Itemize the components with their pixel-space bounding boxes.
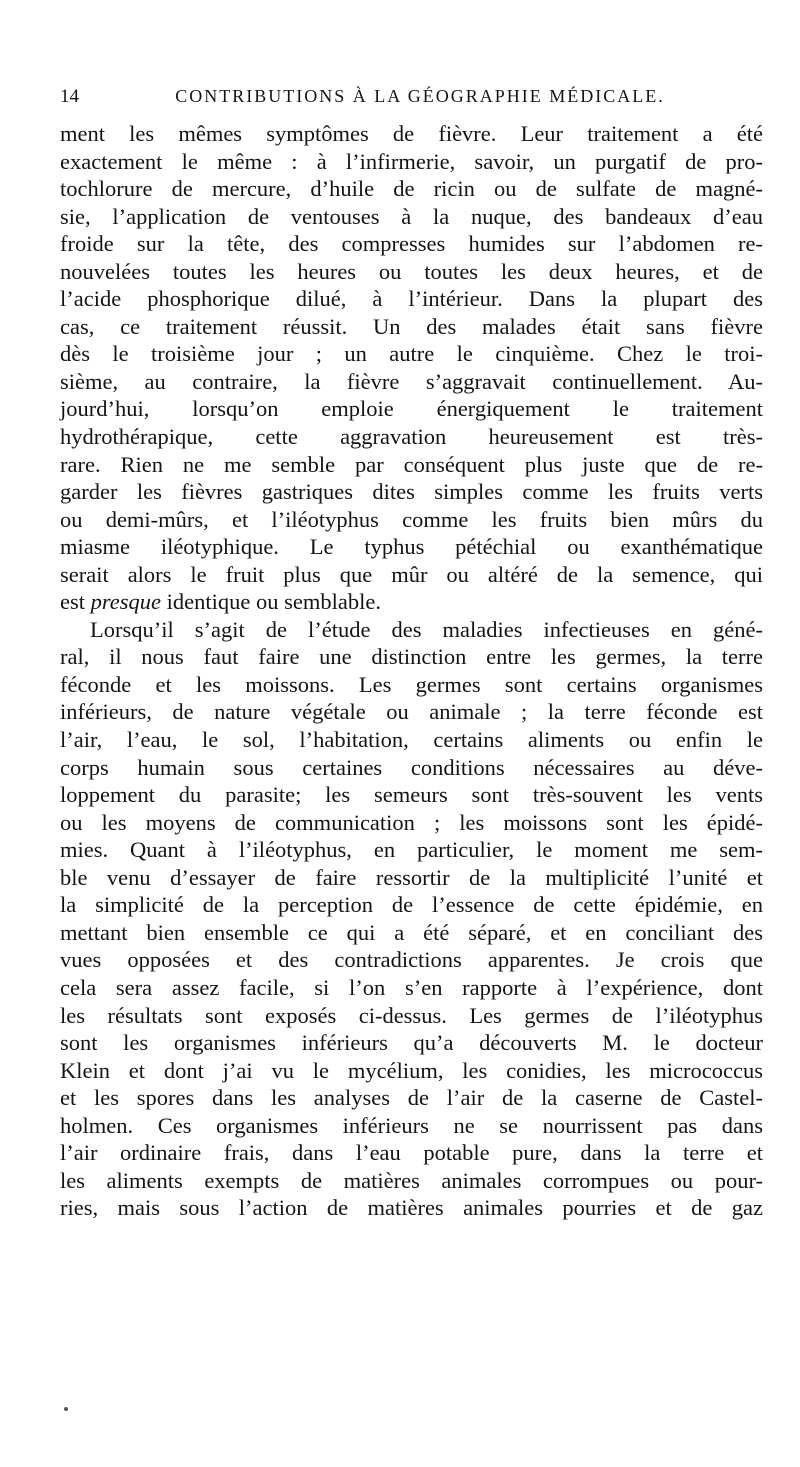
page-number: 14 bbox=[60, 86, 79, 107]
text-line: sie, l’application de ventouses à la nuque, des bandeaux d’eau bbox=[60, 203, 763, 229]
text-line: loppement du parasite; les semeurs sont très-souvent les vents bbox=[60, 782, 763, 808]
paragraph-1 bbox=[60, 120, 763, 616]
paragraph-2 bbox=[60, 616, 763, 1222]
text-line: vues opposées et des contradictions apparentes. Je crois que bbox=[60, 947, 763, 973]
text-line: hydrothérapique, cette aggravation heureusement est très- bbox=[60, 424, 763, 450]
text-line: ral, il nous faut faire une distinction entre les germes, la terre bbox=[60, 644, 763, 670]
text-line: jourd’hui, lorsqu’on emploie énergiquement le traitement bbox=[60, 396, 763, 422]
text-line: ou demi-mûrs, et l’iléotyphus comme les fruits bien mûrs du bbox=[60, 506, 763, 532]
text-line: dès le troisième jour ; un autre le cinquième. Chez le troi- bbox=[60, 341, 763, 367]
text-line: cas, ce traitement réussit. Un des malades était sans fièvre bbox=[60, 313, 763, 339]
text-line: les aliments exempts de matières animales corrompues ou pour- bbox=[60, 1167, 763, 1193]
text-line: corps humain sous certaines conditions nécessaires au déve- bbox=[60, 754, 763, 780]
text-line: nouvelées toutes les heures ou toutes les deux heures, et de bbox=[60, 258, 763, 284]
text-line: inférieurs, de nature végétale ou animale ; la terre féconde est bbox=[60, 699, 763, 725]
text-line: l’air, l’eau, le sol, l’habitation, certains aliments ou enfin le bbox=[60, 727, 763, 753]
text-line: garder les fièvres gastriques dites simples comme les fruits verts bbox=[60, 479, 763, 505]
text-line: Lorsqu’il s’agit de l’étude des maladies infectieuses en géné- bbox=[90, 616, 763, 642]
text-fragment: est bbox=[60, 589, 91, 615]
emphasized-word: presque bbox=[90, 589, 162, 615]
text-line: miasme iléotyphique. Le typhus pétéchial ou exanthématique bbox=[60, 534, 763, 560]
text-line: Klein et dont j’ai vu le mycélium, les conidies, les micrococcus bbox=[60, 1057, 763, 1083]
text-line: serait alors le fruit plus que mûr ou altéré de la semence, qui bbox=[60, 561, 763, 587]
text-fragment: identique ou semblable. bbox=[161, 589, 381, 615]
text-line: les résultats sont exposés ci-dessus. Les germes de l’iléotyphus bbox=[60, 1002, 763, 1028]
text-line: tochlorure de mercure, d’huile de ricin ou de sulfate de magné- bbox=[60, 176, 763, 202]
text-line: ries, mais sous l’action de matières animales pourries et de gaz bbox=[60, 1195, 763, 1221]
text-line: rare. Rien ne me semble par conséquent plus juste que de re- bbox=[60, 451, 763, 477]
text-line bbox=[60, 588, 763, 616]
running-header bbox=[60, 86, 760, 112]
text-line: mettant bien ensemble ce qui a été séparé, et en conciliant des bbox=[60, 919, 763, 945]
text-line: l’acide phosphorique dilué, à l’intérieur. Dans la plupart des bbox=[60, 286, 763, 312]
text-line: ment les mêmes symptômes de fièvre. Leur traitement a été bbox=[60, 121, 763, 146]
text-line: et les spores dans les analyses de l’air de la caserne de Castel- bbox=[60, 1085, 763, 1111]
text-line: ble venu d’essayer de faire ressortir de la multiplicité l’unité et bbox=[60, 864, 763, 890]
text-line: cela sera assez facile, si l’on s’en rapporte à l’expérience, dont bbox=[60, 974, 763, 1000]
text-line: l’air ordinaire frais, dans l’eau potable pure, dans la terre et bbox=[60, 1140, 763, 1166]
running-title: CONTRIBUTIONS À LA GÉOGRAPHIE MÉDICALE. bbox=[175, 86, 665, 106]
text-line: sième, au contraire, la fièvre s’aggravait continuellement. Au- bbox=[60, 368, 763, 394]
text-line: sont les organismes inférieurs qu’a découverts M. le docteur bbox=[60, 1030, 763, 1056]
text-line: exactement le même : à l’infirmerie, savoir, un purgatif de pro- bbox=[60, 148, 763, 174]
text-line: féconde et les moissons. Les germes sont certains organismes bbox=[60, 671, 763, 697]
text-line: mies. Quant à l’iléotyphus, en particulier, le moment me sem- bbox=[60, 837, 763, 863]
text-line: froide sur la tête, des compresses humides sur l’abdomen re- bbox=[60, 231, 763, 257]
text-line: holmen. Ces organismes inférieurs ne se nourrissent pas dans bbox=[60, 1112, 763, 1138]
text-line: ou les moyens de communication ; les moissons sont les épidé- bbox=[60, 809, 763, 835]
print-mark bbox=[64, 1407, 68, 1411]
text-line: la simplicité de la perception de l’essence de cette épidémie, en bbox=[60, 892, 763, 918]
body-text bbox=[60, 120, 763, 1222]
